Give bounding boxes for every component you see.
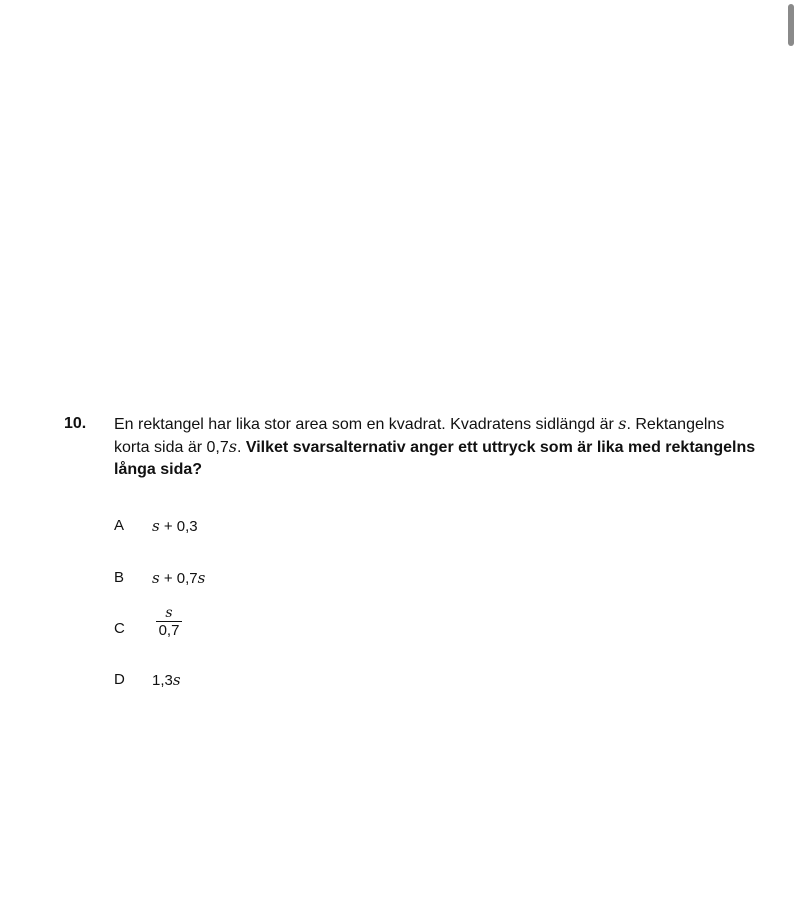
expression-number: 1,3 — [152, 672, 173, 689]
option-a[interactable] — [114, 512, 414, 542]
option-b[interactable] — [114, 564, 414, 594]
fraction-numerator: s — [165, 605, 173, 621]
variable-s: s — [152, 569, 160, 587]
option-expression — [152, 670, 181, 691]
expression-rest: + 0,7 — [159, 570, 198, 587]
question-text-part3: . — [236, 439, 246, 456]
option-expression — [152, 516, 198, 537]
option-letter: D — [114, 671, 125, 688]
question-number: 10. — [64, 415, 87, 432]
fraction — [156, 605, 182, 640]
option-letter: B — [114, 569, 125, 586]
option-letter: C — [114, 620, 125, 637]
option-letter: A — [114, 517, 125, 534]
question-text — [114, 413, 764, 481]
option-expression — [152, 568, 205, 589]
question-prompt: Vilket svarsalternativ anger ett uttryck som är lika med rektangelns långa sida? — [114, 439, 756, 478]
variable-s: s — [152, 517, 160, 535]
variable-s: s — [618, 414, 627, 433]
fraction-denominator: 0,7 — [158, 622, 180, 639]
variable-s: s — [172, 671, 181, 689]
option-c[interactable] — [114, 605, 414, 645]
question-text-part1: En rektangel har lika stor area som en kvadrat. Kvadratens sidlängd är — [114, 416, 619, 433]
variable-s: s — [228, 437, 237, 456]
expression-rest: + 0,3 — [159, 518, 198, 535]
scrollbar-thumb[interactable] — [788, 4, 794, 46]
question-text-part2: . Rektangelns korta sida är 0,7 — [114, 416, 725, 456]
variable-s: s — [197, 569, 206, 587]
option-d[interactable] — [114, 666, 414, 696]
